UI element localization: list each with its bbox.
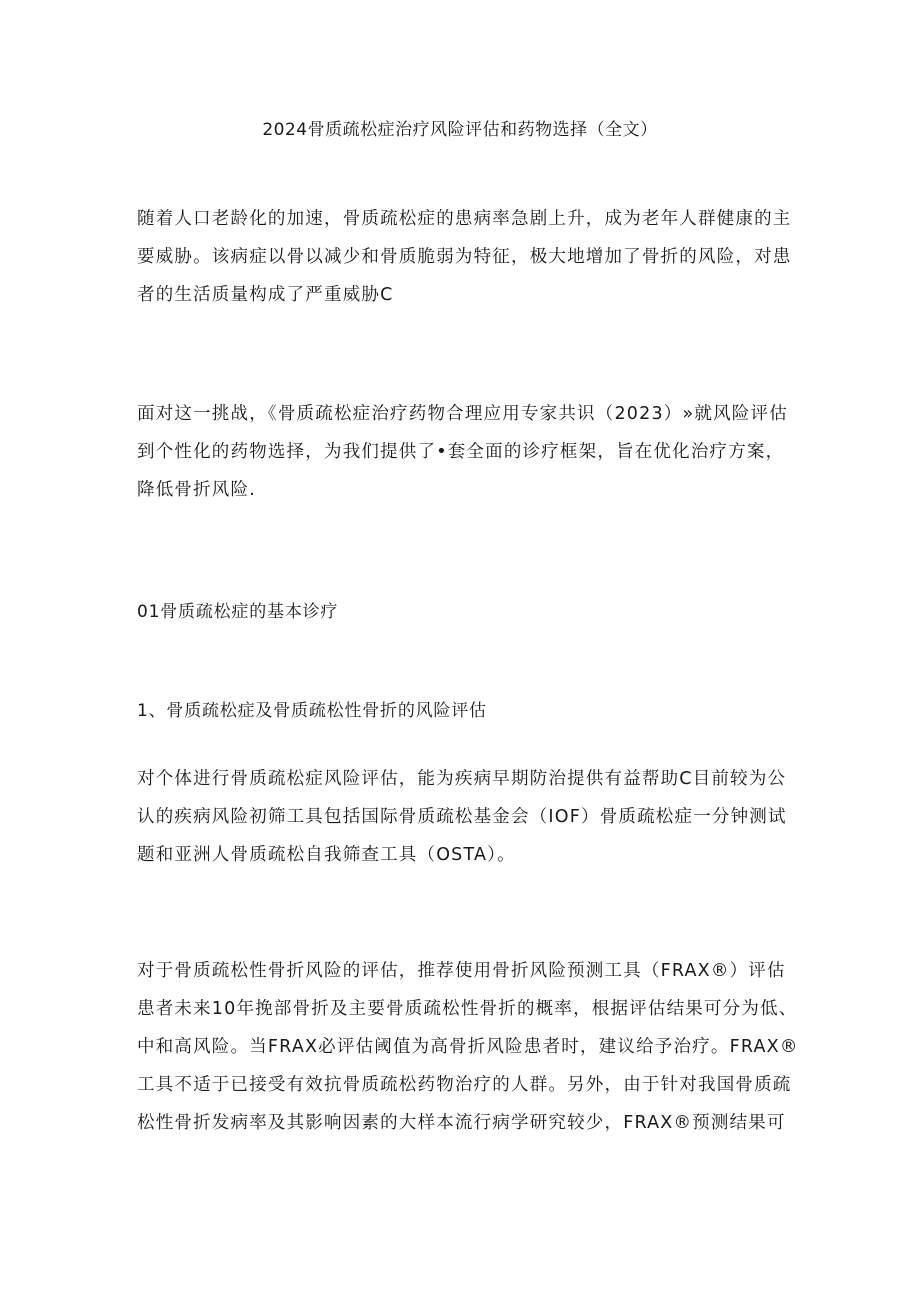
frax-paragraph [137,952,797,1142]
paragraph-line: 认的疾病风险初筛工具包括国际骨质疏松基金会（IOF）骨质疏松症一分钟测试 [137,807,787,827]
paragraph-line: 工具不适于已接受有效抗骨质疏松药物治疗的人群。另外，由于针对我国骨质疏 [137,1075,792,1095]
paragraph-line: 降低骨折风险. [137,480,256,500]
paragraph-line: 随着人口老龄化的加速，骨质疏松症的患病率急剧上升，成为老年人群健康的主 [137,209,792,229]
risk-screening-paragraph [137,760,797,874]
subsection-heading: 1、骨质疏松症及骨质疏松性骨折的风险评估 [137,701,487,721]
paragraph-line: 中和高风险。当FRAX必评估阈值为高骨折风险患者时，建议给予治疗。FRAX® [137,1037,799,1057]
document-title: 2024骨质疏松症治疗风险评估和药物选择（全文） [262,120,658,140]
paragraph-line: 面对这一挑战，《骨质疏松症治疗药物合理应用专家共识（2023）»就风险评估 [137,404,788,424]
paragraph-line: 松性骨折发病率及其影响因素的大样本流行病学研究较少，FRAX®预测结果可 [137,1113,786,1133]
section-heading: 01骨质疏松症的基本诊疗 [137,602,339,622]
paragraph-line: 者的生活质量构成了严重威胁C [137,285,394,305]
intro-paragraph [137,200,797,314]
consensus-paragraph [137,395,797,509]
paragraph-line: 患者未来10年挽部骨折及主要骨质疏松性骨折的概率，根据评估结果可分为低、 [137,999,798,1019]
paragraph-line: 要威胁。该病症以骨以减少和骨质脆弱为特征，极大地增加了骨折的风险，对患 [137,247,792,267]
paragraph-line: 到个性化的药物选择，为我们提供了•套全面的诊疗框架，旨在优化治疗方案， [137,442,785,462]
paragraph-line: 对个体进行骨质疏松症风险评估，能为疾病早期防治提供有益帮助C目前较为公 [137,769,787,789]
paragraph-line: 题和亚洲人骨质疏松自我筛查工具（OSTA）。 [137,845,516,865]
paragraph-line: 对于骨质疏松性骨折风险的评估，推荐使用骨折风险预测工具（FRAX®）评估 [137,961,786,981]
